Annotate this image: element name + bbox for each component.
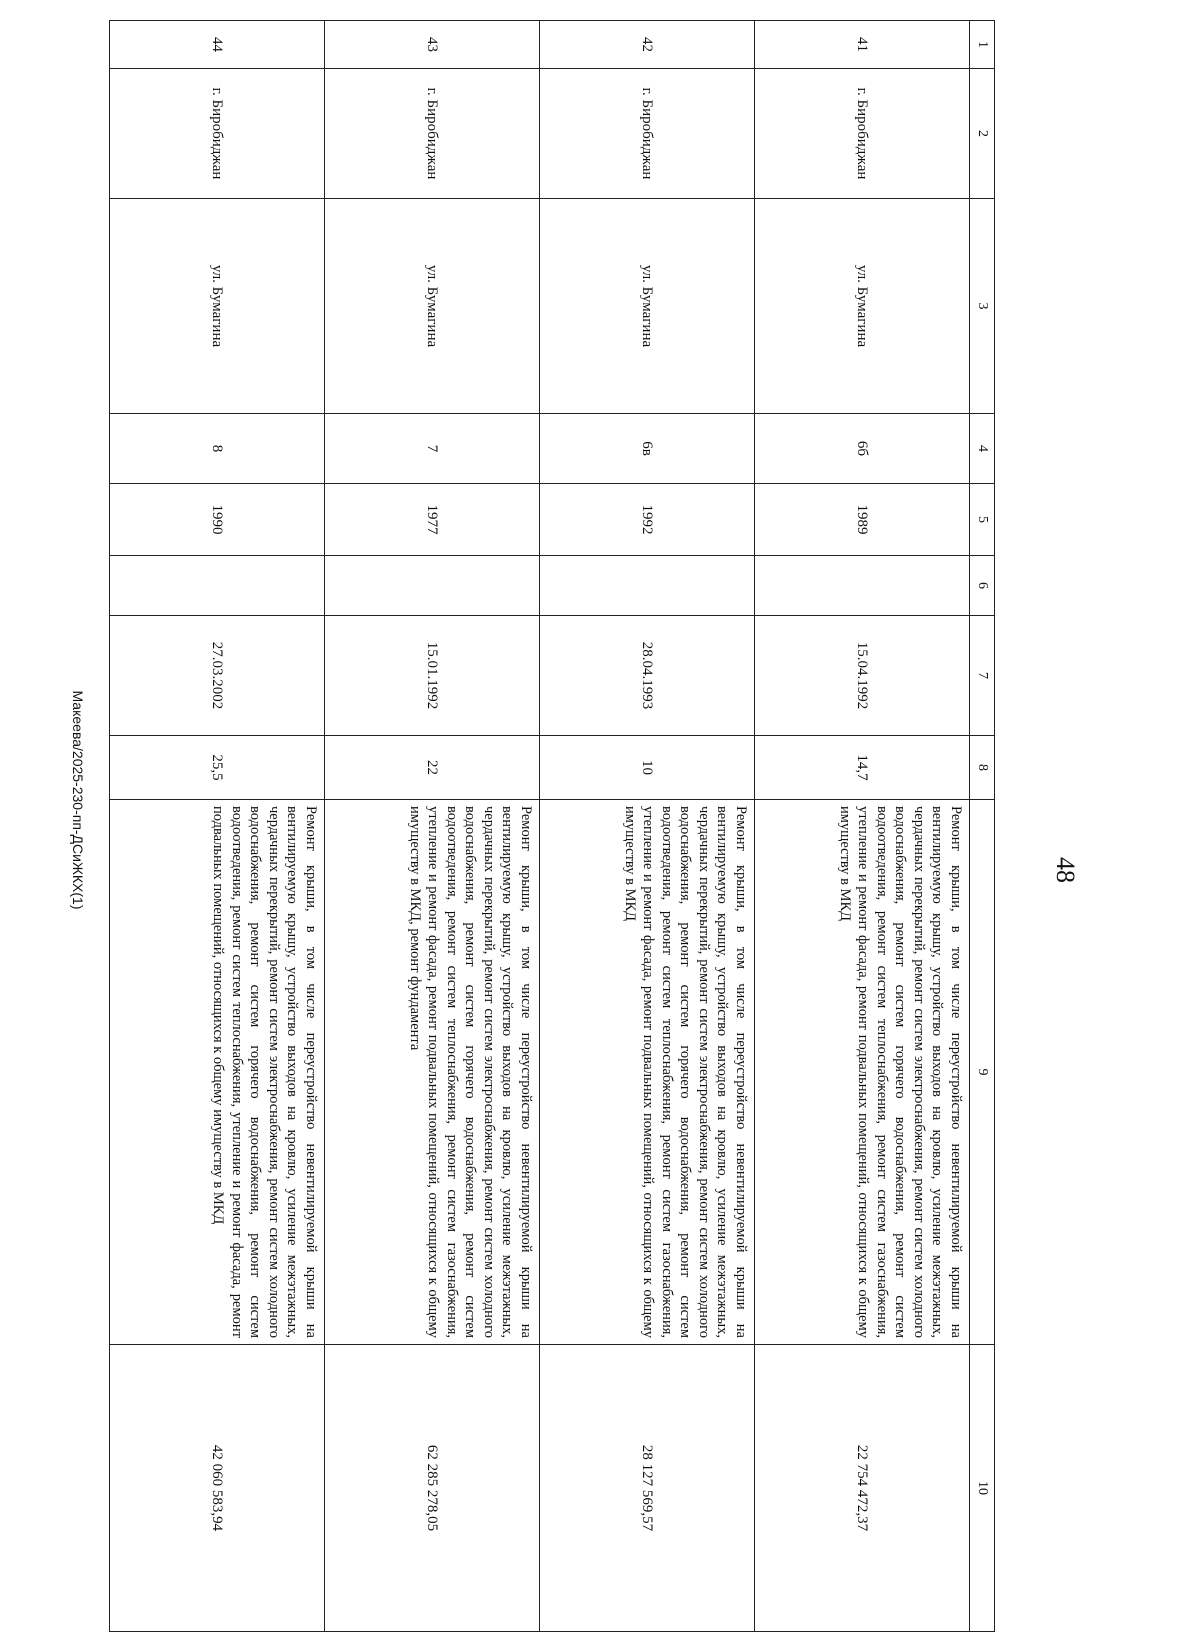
column-number: 3 <box>970 199 995 414</box>
works-table-container <box>143 20 995 1631</box>
cost-cell: 62 285 278,05 <box>325 1345 540 1632</box>
works-table <box>109 20 995 1632</box>
date-cell: 15.01.1992 <box>325 616 540 736</box>
city-cell: г. Биробиджан <box>325 69 540 199</box>
house-cell: 6в <box>540 414 755 484</box>
row-number: 44 <box>110 21 325 69</box>
row-number: 41 <box>755 21 970 69</box>
col6-cell <box>325 556 540 616</box>
column-number: 8 <box>970 736 995 800</box>
col8-cell: 10 <box>540 736 755 800</box>
city-cell: г. Биробиджан <box>540 69 755 199</box>
date-cell: 28.04.1993 <box>540 616 755 736</box>
row-number: 42 <box>540 21 755 69</box>
works-cell: Ремонт крыши, в том числе переустройство невентилируемой крыши на вентилируемую крышу, устройство выходов на кровлю, усиление межэтажных, чердачных перекрытий, ремонт систем электроснабжения, ремонт систем холодного водоснабжения, ремонт систем горячего водоснабжения, ремонт систем водоотведения, ремонт систем теплоснабжения, ремонт систем газоснабжения, утепление и ремонт фасада, ремонт подвальных помещений, относящихся к общему имуществу в МКД <box>755 800 970 1345</box>
house-cell: 6б <box>755 414 970 484</box>
column-number: 10 <box>970 1345 995 1632</box>
column-number: 4 <box>970 414 995 484</box>
works-cell: Ремонт крыши, в том числе переустройство невентилируемой крыши на вентилируемую крышу, устройство выходов на кровлю, усиление межэтажных, чердачных перекрытий, ремонт систем электроснабжения, ремонт систем холодного водоснабжения, ремонт систем горячего водоснабжения, ремонт систем водоотведения, ремонт систем теплоснабжения, утепление и ремонт фасада, ремонт подвальных помещений, относящихся к общему имуществу в МКД <box>110 800 325 1345</box>
works-cell: Ремонт крыши, в том числе переустройство невентилируемой крыши на вентилируемую крышу, устройство выходов на кровлю, усиление межэтажных, чердачных перекрытий, ремонт систем электроснабжения, ремонт систем холодного водоснабжения, ремонт систем горячего водоснабжения, ремонт систем водоотведения, ремонт систем теплоснабжения, ремонт систем газоснабжения, утепление и ремонт фасада, ремонт подвальных помещений, относящихся к общему имуществу в МКД, ремонт фундамента <box>325 800 540 1345</box>
col6-cell <box>110 556 325 616</box>
col8-cell: 14,7 <box>755 736 970 800</box>
column-number: 9 <box>970 800 995 1345</box>
column-number: 2 <box>970 69 995 199</box>
col8-cell: 22 <box>325 736 540 800</box>
cost-cell: 22 754 472,37 <box>755 1345 970 1632</box>
year-cell: 1977 <box>325 484 540 556</box>
col6-cell <box>540 556 755 616</box>
house-cell: 7 <box>325 414 540 484</box>
page-number: 48 <box>1051 857 1080 883</box>
works-cell: Ремонт крыши, в том числе переустройство невентилируемой крыши на вентилируемую крышу, устройство выходов на кровлю, усиление межэтажных, чердачных перекрытий, ремонт систем электроснабжения, ремонт систем холодного водоснабжения, ремонт систем горячего водоснабжения, ремонт систем водоотведения, ремонт систем теплоснабжения, ремонт систем газоснабжения, утепление и ремонт фасада, ремонт подвальных помещений, относящихся к общему имуществу в МКД <box>540 800 755 1345</box>
column-number: 6 <box>970 556 995 616</box>
row-number: 43 <box>325 21 540 69</box>
column-number: 7 <box>970 616 995 736</box>
column-number: 5 <box>970 484 995 556</box>
year-cell: 1992 <box>540 484 755 556</box>
table-row <box>110 21 325 1632</box>
date-cell: 27.03.2002 <box>110 616 325 736</box>
cost-cell: 42 060 583,94 <box>110 1345 325 1632</box>
table-row <box>325 21 540 1632</box>
year-cell: 1990 <box>110 484 325 556</box>
city-cell: г. Биробиджан <box>755 69 970 199</box>
street-cell: ул. Бумагина <box>755 199 970 414</box>
date-cell: 15.04.1992 <box>755 616 970 736</box>
column-number: 1 <box>970 21 995 69</box>
year-cell: 1989 <box>755 484 970 556</box>
column-number-row <box>970 21 995 1632</box>
street-cell: ул. Бумагина <box>540 199 755 414</box>
city-cell: г. Биробиджан <box>110 69 325 199</box>
table-row <box>755 21 970 1632</box>
col8-cell: 25,5 <box>110 736 325 800</box>
col6-cell <box>755 556 970 616</box>
street-cell: ул. Бумагина <box>110 199 325 414</box>
house-cell: 8 <box>110 414 325 484</box>
street-cell: ул. Бумагина <box>325 199 540 414</box>
document-footer-code: Макеева/2025-230-пп-ДСиЖКХ(1) <box>70 690 86 910</box>
table-row <box>540 21 755 1632</box>
cost-cell: 28 127 569,57 <box>540 1345 755 1632</box>
